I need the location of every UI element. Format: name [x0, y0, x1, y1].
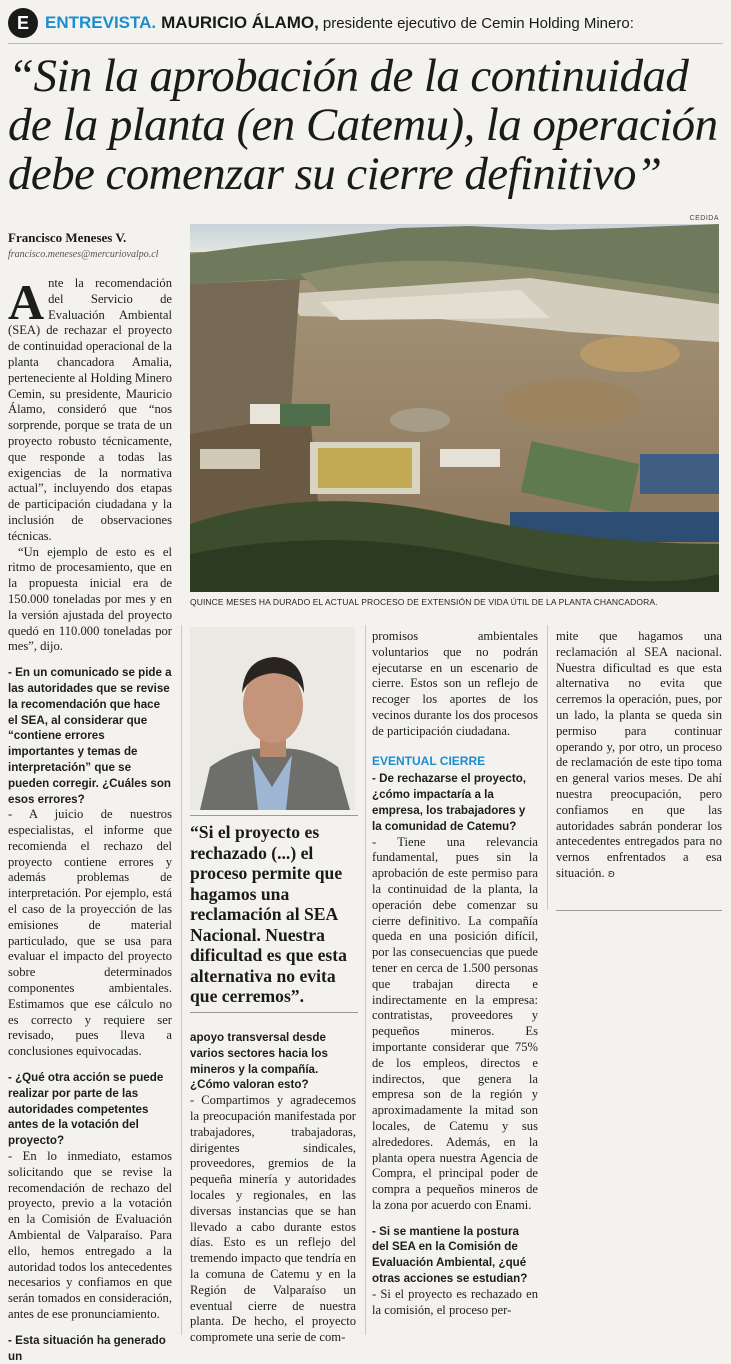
section-badge: E: [8, 8, 38, 38]
drop-cap: A: [8, 274, 45, 330]
byline: [8, 230, 178, 260]
interviewee-portrait: [190, 627, 355, 810]
answer: - En lo inmediato, estamos solicitando que se revise la recomendación de rechazo del proyecto, previo a la votación en la Comisión de Evaluación Ambiental de Valparaíso. Para ello, hemos entregado a la autoridad todos los antecedentes necesarios y confiamos en que serán tomados en consideración, antes de ese pronunciamiento.: [8, 1149, 172, 1321]
pull-quote: “Si el proyecto es rechazado (...) el proceso permite que hagamos una reclamación al SEA Nacional. Nuestra dificultad es que esta alternativa no evita que cerremos”.: [190, 822, 347, 1006]
interviewee-role: presidente ejecutivo de Cemin Holding Minero:: [322, 14, 634, 32]
answer: - A juicio de nuestros especialistas, el informe que recomienda el rechazo del proyecto contiene errores y además problemas de interpretación. Por ejemplo, está el caso de la proyección de las emisiones de material particulado, que se usa para evaluar el impacto del proyecto sobre determinados componentes ambientales. Estimamos que ese cálculo no es correcto y requiere ser revisado, pues lleva a conclusiones equivocadas.: [8, 807, 172, 1059]
question: - ¿Qué otra acción se puede realizar por parte de las autoridades competentes antes de la votación del proyecto?: [8, 1071, 164, 1148]
question: - En un comunicado se pide a las autoridades que se revise la recomendación que hace el SEA, al considerar que “contiene errores importantes y temas de interpretación” que se pueden corregir. ¿Cuáles son esos errores?: [8, 666, 172, 806]
pullquote-rule-bottom: [190, 1012, 358, 1013]
column-divider: [181, 625, 182, 1335]
answer: - Si el proyecto es rechazado en la comisión, el proceso per-: [372, 1286, 538, 1317]
answer: - Compartimos y agradecemos la preocupación manifestada por trabajadores, trabajadoras, dirigentes sindicales, proveedores, gremios de la pequeña minería y autoridades locales y regionales, en las diversas instancias que se han llevado a cabo durante estos días. Esto es un reflejo del tremendo impacto que tendría en la comuna de Catemu y en la Región de Valparaíso un eventual cierre de nuestra planta. De hecho, el proyecto compromete una serie de com-: [190, 1093, 356, 1345]
subhead: EVENTUAL CIERRE: [372, 753, 486, 768]
kicker-divider: [8, 43, 723, 44]
plant-aerial-photo: [190, 224, 719, 592]
end-mark-icon: ʚ: [607, 866, 616, 880]
article-column-2: [190, 1030, 356, 1346]
question-continued: apoyo transversal desde varios sectores hacia los mineros y la compañía. ¿Cómo valoran esto?: [190, 1031, 328, 1092]
question: - Esta situación ha generado un: [8, 1333, 166, 1363]
answer-continued: mite que hagamos una reclamación al SEA nacional. Nuestra dificultad es que esta alternativa no evita que cerremos la operación, pues, por un lado, la planta se queda sin permiso para continuar operando y, por otro, un proceso de reclamación de este tipo toma en general varios meses. De ahí nuestra preocupación, pero confiamos en que las autoridades sabrán ponderar los antecedentes entregados para no vernos enfrentados a esa situación. ʚ: [556, 629, 722, 880]
kicker: [8, 6, 723, 40]
paragraph: “Un ejemplo de esto es el ritmo de procesamiento, que en la propuesta inicial era de 150.000 toneladas por mes y en la versión ajustada del proyecto quedó en 110.000 toneladas por mes”, dijo.: [8, 544, 172, 654]
column-divider: [365, 625, 366, 1335]
article-column-4: [556, 629, 722, 882]
question: - De rechazarse el proyecto, ¿cómo impactaría a la empresa, los trabajadores y la comunidad de Catemu?: [372, 772, 527, 833]
question: - Si se mantiene la postura del SEA en la Comisión de Evaluación Ambiental, ¿qué otras acciones se estudian?: [372, 1224, 528, 1286]
author-email: francisco.meneses@mercuriovalpo.cl: [8, 249, 159, 260]
headline: “Sin la aprobación de la continuidad de la planta (en Catemu), la operación debe comenzar su cierre definitivo”: [8, 50, 718, 200]
section-tag: ENTREVISTA.: [45, 13, 157, 32]
pullquote-rule-top: [190, 815, 358, 816]
interviewee-name: MAURICIO ÁLAMO,: [161, 13, 319, 32]
column-end-rule: [556, 910, 722, 911]
article-column-3: [372, 629, 538, 1318]
photo-caption: QUINCE MESES HA DURADO EL ACTUAL PROCESO DE EXTENSIÓN DE VIDA ÚTIL DE LA PLANTA CHANCADORA.: [190, 597, 658, 607]
lead-paragraph: Ante la recomendación del Servicio de Evaluación Ambiental (SEA) de rechazar el proyecto de continuidad operacional de la planta chancadora Amalia, perteneciente al Holding Minero Cemin, su presidente, Mauricio Álamo, consideró que “nos sorprende, porque se trata de un proyecto robusto técnicamente, que responde a todas las exigencias de la normativa actual”, incluyendo dos etapas de participación ciudadana y la inclusión de observaciones técnicas.: [8, 274, 173, 543]
author: Francisco Meneses V.: [8, 230, 127, 245]
answer-continued: promisos ambientales voluntarios que no podrán ejecutarse en un escenario de cierre. Estos son un reflejo de recoger los aportes de los vecinos durante los dos procesos de participación ciudadana.: [372, 629, 538, 738]
article-column-1: [8, 276, 172, 1364]
answer: - Tiene una relevancia fundamental, pues sin la aprobación de este permiso para la continuidad de la planta, la operación debe comenzar su cierre definitivo. La compañía queda en una posición difícil, por las consecuencias que puede tener en cerca de 1.500 personas que trabajan directa e indirectamente en la empresa: contratistas, proveedores y pequeños mineros. Es importante considerar que 75% de los empleos, directos e indirectos, que genera la empresa son de la región y aproximadamente la mitad son locales, de Catemu y sus alrededores. Además, en la planta opera nuestra Agencia de Compra, el principal poder de compra a pequeños mineros de la zona por acuerdo con Enami.: [372, 834, 538, 1212]
photo-credit: CEDIDA: [689, 215, 719, 222]
column-divider: [547, 625, 548, 910]
